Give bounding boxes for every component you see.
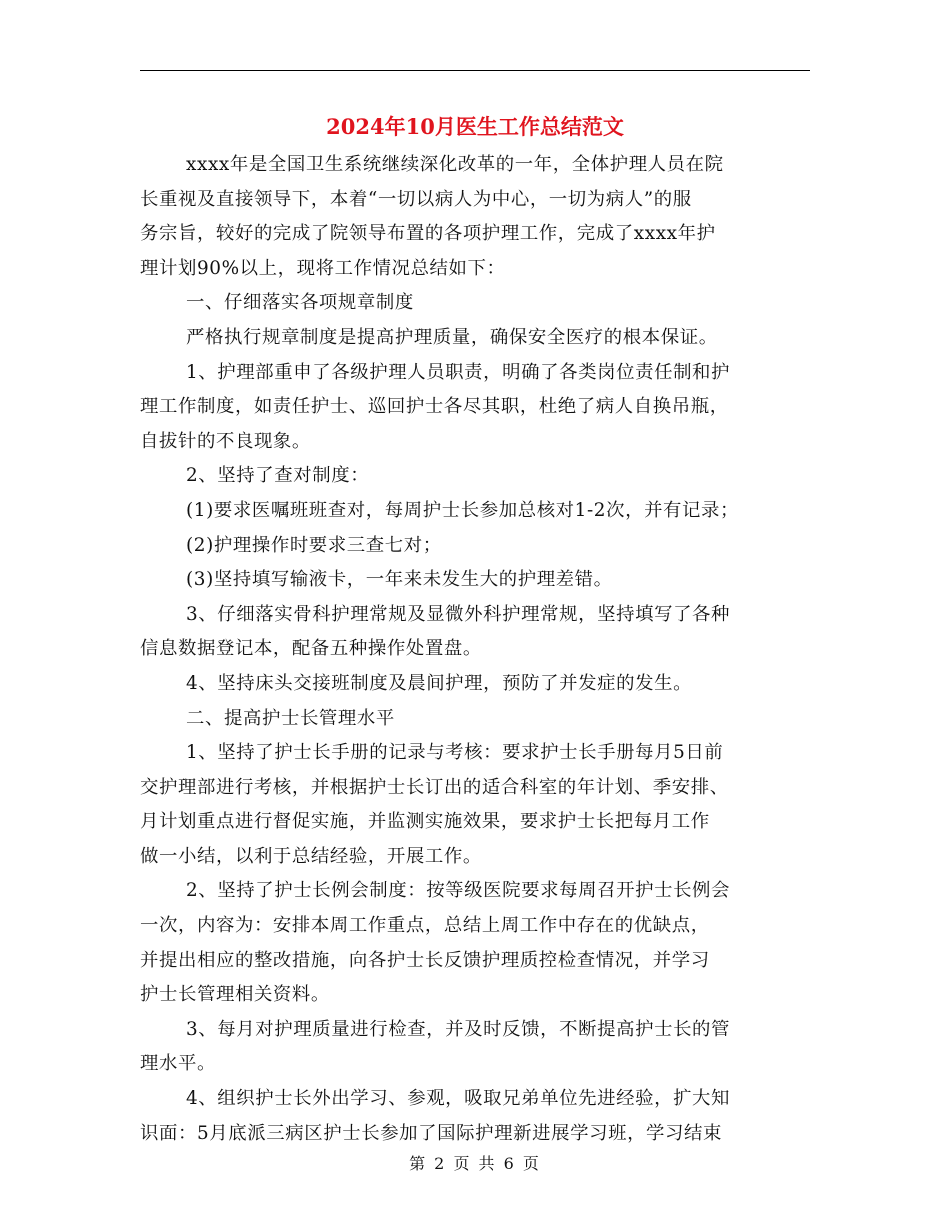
body-line: 3、每月对护理质量进行检查，并及时反馈，不断提高护士长的管 <box>186 1018 731 1040</box>
section-heading: 二、提高护士长管理水平 <box>186 707 395 729</box>
body-line: 做一小结，以利于总结经验，开展工作。 <box>140 845 482 867</box>
body-line: 3、仔细落实骨科护理常规及显微外科护理常规，坚持填写了各种 <box>186 603 731 625</box>
list-item: (1)要求医嘱班班查对，每周护士长参加总核对1-2次，并有记录； <box>186 499 740 521</box>
body-line: 并提出相应的整改措施，向各护士长反馈护理质控检查情况，并学习 <box>140 949 710 971</box>
list-item: (2)护理操作时要求三查七对； <box>186 534 442 556</box>
body-line: 信息数据登记本，配备五种操作处置盘。 <box>140 638 482 660</box>
document-body <box>140 148 812 1151</box>
body-line: 自拔针的不良现象。 <box>140 430 311 452</box>
section-heading: 一、仔细落实各项规章制度 <box>186 292 414 314</box>
body-line: 理水平。 <box>140 1053 216 1075</box>
body-line: 长重视及直接领导下，本着“一切以病人为中心，一切为病人”的服 <box>140 188 692 210</box>
body-line: 1、护理部重申了各级护理人员职责，明确了各类岗位责任制和护 <box>186 361 731 383</box>
document-title: 2024年10月医生工作总结范文 <box>326 114 624 139</box>
body-line: 一次，内容为：安排本周工作重点，总结上周工作中存在的优缺点， <box>140 915 710 937</box>
body-line: 护士长管理相关资料。 <box>140 984 330 1006</box>
list-item: (3)坚持填写输液卡，一年来未发生大的护理差错。 <box>186 569 613 591</box>
body-line: 1、坚持了护士长手册的记录与考核：要求护士长手册每月5日前 <box>186 742 724 764</box>
body-line: 月计划重点进行督促实施，并监测实施效果，要求护士长把每月工作 <box>140 811 710 833</box>
body-line: 务宗旨，较好的完成了院领导布置的各项护理工作，完成了xxxx年护 <box>140 223 716 245</box>
body-line: 4、组织护士长外出学习、参观，吸取兄弟单位先进经验，扩大知 <box>186 1088 731 1110</box>
body-line: 理工作制度，如责任护士、巡回护士各尽其职，杜绝了病人自换吊瓶， <box>140 396 729 418</box>
page-footer: 第 2 页 共 6 页 <box>409 1154 541 1173</box>
body-line: xxxx年是全国卫生系统继续深化改革的一年，全体护理人员在院 <box>186 154 724 175</box>
body-line: 2、坚持了查对制度： <box>186 465 370 487</box>
header-rule <box>140 70 810 71</box>
body-line: 识面：5月底派三病区护士长参加了国际护理新进展学习班，学习结束 <box>140 1122 723 1144</box>
body-line: 2、坚持了护士长例会制度：按等级医院要求每周召开护士长例会 <box>186 880 731 902</box>
body-line: 理计划90%以上，现将工作情况总结如下： <box>140 257 506 279</box>
body-line: 交护理部进行考核，并根据护士长订出的适合科室的年计划、季安排、 <box>140 776 729 798</box>
body-line: 4、坚持床头交接班制度及晨间护理，预防了并发症的发生。 <box>186 672 693 694</box>
body-line: 严格执行规章制度是提高护理质量，确保安全医疗的根本保证。 <box>186 326 718 348</box>
